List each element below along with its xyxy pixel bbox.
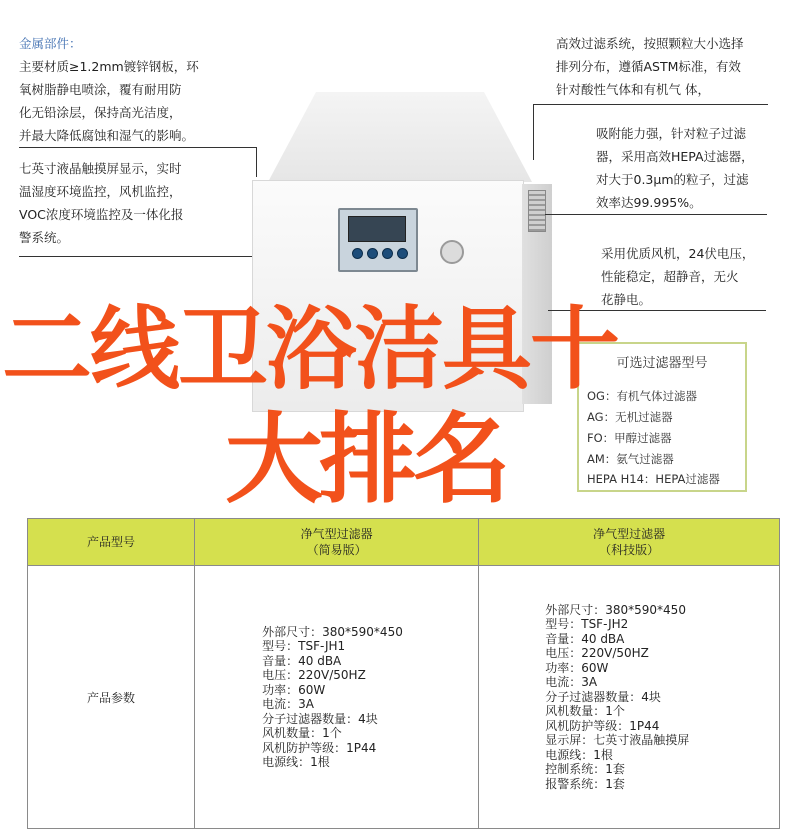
headline-line-1: 二线卫浴洁具十 [2,297,618,402]
leader-line [545,214,767,215]
simple-specs-list [196,625,477,770]
material-annotation [19,32,199,147]
leader-line [19,147,257,148]
legend-item: AG：无机过滤器 [587,410,673,424]
legend-item: OG：有机气体过滤器 [587,389,697,403]
adsorption-line: 效率达99.995%。 [596,195,702,210]
legend-item: AM：氨气过滤器 [587,452,674,466]
filter-line: 排列分布，遵循ASTM标准，有效 [556,59,741,74]
spec-item: 型号：TSF-JH1 [262,639,346,653]
panel-button-icon [367,248,378,259]
panel-button-icon [397,248,408,259]
display-line: 警系统。 [19,230,70,245]
display-annotation [19,157,183,249]
cabinet-top [250,92,550,182]
spec-item: 功率：60W [545,660,609,675]
simple-specs-cell [195,566,479,829]
spec-item: 风机数量：1个 [262,726,342,740]
display-line: 七英寸液晶触摸屏显示，实时 [19,161,182,176]
adsorption-annotation [596,122,754,214]
spec-item: 分子过滤器数量：4块 [262,711,378,726]
table-header-row [28,519,780,566]
control-panel [338,208,418,272]
header-simple-edition: （简易版） [306,543,367,557]
fan-line: 采用优质风机，24伏电压， [601,246,755,261]
material-line: 主要材质≥1.2mm镀锌钢板，环 [19,59,199,74]
adsorption-line: 对大于0.3μm的粒子，过滤 [596,172,749,187]
spec-item: 音量：40 dBA [545,631,625,646]
panel-button-icon [352,248,363,259]
spec-item: 外部尺寸：380*590*450 [545,602,686,617]
tech-specs-cell [479,566,780,829]
spec-item: 报警系统：1套 [545,776,625,791]
pressure-gauge-icon [440,240,464,264]
leader-line [533,104,768,105]
display-line: 温湿度环境监控，风机监控， [19,184,182,199]
header-simple [195,519,479,566]
spec-item: 电压：220V/50HZ [262,668,366,682]
header-model: 产品型号 [28,519,195,566]
legend-title: 可选过滤器型号 [616,356,708,371]
header-tech-edition: （科技版） [599,543,660,557]
row-label: 产品参数 [28,566,195,829]
spec-item: 风机防护等级：1P44 [545,718,660,733]
fan-line: 花静电。 [601,292,652,307]
material-title: 金属部件： [19,36,82,51]
product-spec-table [27,518,780,829]
headline-line-2: 大排名 [225,403,508,517]
spec-item: 电源线：1根 [545,747,613,762]
fan-annotation [601,242,754,311]
fan-line: 性能稳定，超静音，无火 [601,269,739,284]
material-line: 并最大降低腐蚀和湿气的影响。 [19,128,195,143]
spec-item: 型号：TSF-JH2 [545,617,629,632]
tech-specs-list [480,603,778,792]
header-tech [479,519,780,566]
adsorption-line: 器，采用高效HEPA过滤器， [596,149,754,164]
header-tech-name: 净气型过滤器 [593,527,666,541]
spec-item: 分子过滤器数量：4块 [545,689,661,704]
material-line: 化无铅涂层，保持高光洁度， [19,105,182,120]
display-line: VOC浓度环境监控及一体化报 [19,207,184,222]
spec-item: 音量：40 dBA [262,653,342,668]
header-simple-name: 净气型过滤器 [300,527,373,541]
spec-item: 电流：3A [545,675,598,690]
spec-item: 风机数量：1个 [545,704,625,719]
spec-item: 电源线：1根 [262,755,330,769]
spec-item: 风机防护等级：1P44 [262,740,377,755]
legend-item: HEPA H14：HEPA过滤器 [587,472,720,486]
spec-item: 功率：60W [262,682,326,697]
panel-button-icon [382,248,393,259]
leader-line [533,104,534,160]
vent-icon [528,190,546,232]
spec-item: 控制系统：1套 [545,762,625,777]
filter-line: 针对酸性气体和有机气 体， [556,82,710,97]
table-row [28,566,780,829]
spec-item: 显示屏：七英寸液晶触摸屏 [545,733,690,748]
legend-item: FO：甲醇过滤器 [587,431,672,445]
spec-item: 电压：220V/50HZ [545,646,649,661]
filter-annotation [556,32,744,101]
adsorption-line: 吸附能力强，针对粒子过滤 [596,126,747,141]
spec-item: 外部尺寸：380*590*450 [262,624,403,639]
lcd-screen [348,216,406,242]
spec-item: 电流：3A [262,697,314,711]
material-line: 氧树脂静电喷涂，覆有耐用防 [19,82,182,97]
filter-line: 高效过滤系统，按照颗粒大小选择 [556,36,744,51]
